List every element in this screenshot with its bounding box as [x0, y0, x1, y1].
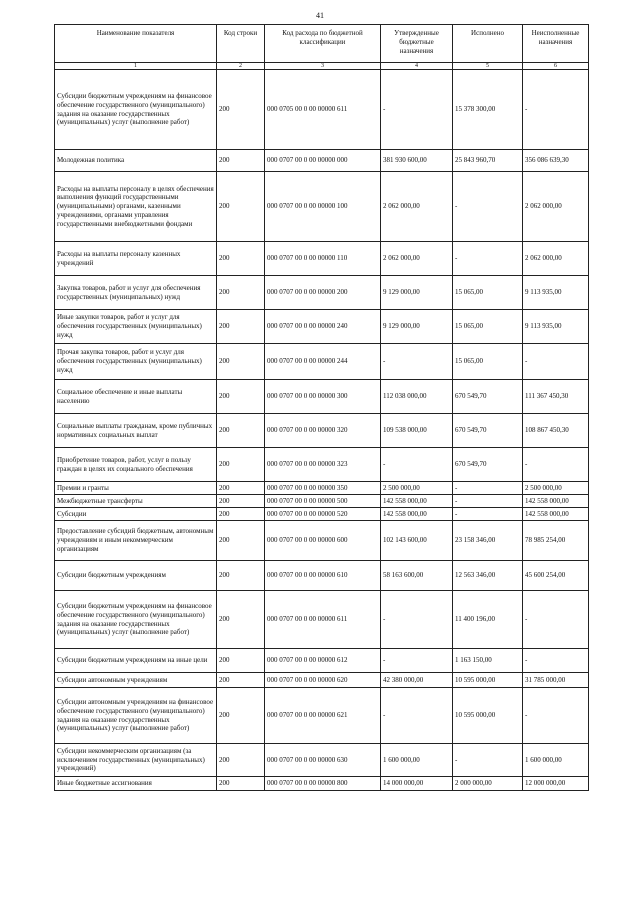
indicator-name-cell: Социальное обеспечение и иные выплаты населению — [55, 380, 217, 414]
executed-amount-cell: 23 158 346,00 — [453, 521, 523, 561]
executed-amount-cell: 25 843 960,70 — [453, 150, 523, 172]
approved-amount-cell: - — [381, 344, 453, 380]
budget-code-cell: 000 0707 00 0 00 00000 100 — [265, 172, 381, 242]
table-row — [55, 521, 589, 561]
budget-code-cell: 000 0707 00 0 00 00000 600 — [265, 521, 381, 561]
budget-code-cell: 000 0707 00 0 00 00000 244 — [265, 344, 381, 380]
indicator-name-cell: Расходы на выплаты персоналу в целях обеспечения выполнения функций государственными (муниципальными) органами, казенными учреждениями, органами управления государственными внебюджетными фондами — [55, 172, 217, 242]
approved-amount-cell: - — [381, 649, 453, 673]
budget-code-cell: 000 0707 00 0 00 00000 240 — [265, 310, 381, 344]
column-number: 2 — [217, 63, 265, 70]
indicator-name-cell: Премии и гранты — [55, 482, 217, 495]
indicator-name-cell: Предоставление субсидий бюджетным, автономным учреждениям и иным некоммерческим организациям — [55, 521, 217, 561]
line-code-cell: 200 — [217, 561, 265, 591]
approved-amount-cell: 102 143 600,00 — [381, 521, 453, 561]
remaining-amount-cell: 2 062 000,00 — [523, 242, 589, 276]
table-row — [55, 276, 589, 310]
budget-code-cell: 000 0707 00 0 00 00000 300 — [265, 380, 381, 414]
indicator-name-cell: Субсидии бюджетным учреждениям на финансовое обеспечение государственного (муниципального) задания на оказание государственных (муниципальных) услуг (выполнение работ) — [55, 70, 217, 150]
budget-code-cell: 000 0707 00 0 00 00000 320 — [265, 414, 381, 448]
table-header-row — [55, 25, 589, 63]
executed-amount-cell: - — [453, 482, 523, 495]
indicator-name-cell: Иные бюджетные ассигнования — [55, 777, 217, 791]
executed-amount-cell: - — [453, 508, 523, 521]
column-number: 6 — [523, 63, 589, 70]
budget-code-cell: 000 0707 00 0 00 00000 611 — [265, 591, 381, 649]
budget-code-cell: 000 0707 00 0 00 00000 612 — [265, 649, 381, 673]
approved-amount-cell: 58 163 600,00 — [381, 561, 453, 591]
table-row — [55, 649, 589, 673]
indicator-name-cell: Субсидии — [55, 508, 217, 521]
column-number: 3 — [265, 63, 381, 70]
table-row — [55, 561, 589, 591]
indicator-name-cell: Приобретение товаров, работ, услуг в пользу граждан в целях их социального обеспечения — [55, 448, 217, 482]
line-code-cell: 200 — [217, 150, 265, 172]
line-code-cell: 200 — [217, 482, 265, 495]
executed-amount-cell: - — [453, 744, 523, 777]
table-row — [55, 344, 589, 380]
header-indicator-name: Наименование показателя — [55, 25, 217, 63]
budget-execution-table — [54, 24, 589, 791]
approved-amount-cell: 142 558 000,00 — [381, 495, 453, 508]
remaining-amount-cell: 111 367 450,30 — [523, 380, 589, 414]
line-code-cell: 200 — [217, 414, 265, 448]
indicator-name-cell: Расходы на выплаты персоналу казенных учреждений — [55, 242, 217, 276]
remaining-amount-cell: 9 113 935,00 — [523, 310, 589, 344]
remaining-amount-cell: 78 985 254,00 — [523, 521, 589, 561]
table-row — [55, 591, 589, 649]
column-number: 1 — [55, 63, 217, 70]
remaining-amount-cell: 108 867 450,30 — [523, 414, 589, 448]
line-code-cell: 200 — [217, 495, 265, 508]
line-code-cell: 200 — [217, 744, 265, 777]
executed-amount-cell: 1 163 150,00 — [453, 649, 523, 673]
remaining-amount-cell: - — [523, 591, 589, 649]
remaining-amount-cell: 12 000 000,00 — [523, 777, 589, 791]
approved-amount-cell: 14 000 000,00 — [381, 777, 453, 791]
remaining-amount-cell: 9 113 935,00 — [523, 276, 589, 310]
budget-code-cell: 000 0707 00 0 00 00000 621 — [265, 688, 381, 744]
indicator-name-cell: Субсидии бюджетным учреждениям на финансовое обеспечение государственного (муниципального) задания на оказание государственных (муниципальных) услуг (выполнение работ) — [55, 591, 217, 649]
table-row — [55, 482, 589, 495]
header-remaining: Неисполненные назначения — [523, 25, 589, 63]
indicator-name-cell: Субсидии бюджетным учреждениям на иные цели — [55, 649, 217, 673]
executed-amount-cell: 10 595 000,00 — [453, 673, 523, 688]
budget-code-cell: 000 0707 00 0 00 00000 620 — [265, 673, 381, 688]
header-executed: Исполнено — [453, 25, 523, 63]
budget-code-cell: 000 0707 00 0 00 00000 350 — [265, 482, 381, 495]
indicator-name-cell: Иные закупки товаров, работ и услуг для обеспечения государственных (муниципальных) нужд — [55, 310, 217, 344]
indicator-name-cell: Субсидии бюджетным учреждениям — [55, 561, 217, 591]
remaining-amount-cell: 2 062 000,00 — [523, 172, 589, 242]
budget-code-cell: 000 0707 00 0 00 00000 110 — [265, 242, 381, 276]
remaining-amount-cell: - — [523, 344, 589, 380]
remaining-amount-cell: 2 500 000,00 — [523, 482, 589, 495]
table-row — [55, 380, 589, 414]
executed-amount-cell: - — [453, 495, 523, 508]
indicator-name-cell: Субсидии автономным учреждениям — [55, 673, 217, 688]
line-code-cell: 200 — [217, 310, 265, 344]
approved-amount-cell: 9 129 000,00 — [381, 276, 453, 310]
remaining-amount-cell: 142 558 000,00 — [523, 495, 589, 508]
indicator-name-cell: Прочая закупка товаров, работ и услуг для обеспечения государственных (муниципальных) нужд — [55, 344, 217, 380]
line-code-cell: 200 — [217, 70, 265, 150]
line-code-cell: 200 — [217, 276, 265, 310]
approved-amount-cell: 142 558 000,00 — [381, 508, 453, 521]
budget-code-cell: 000 0707 00 0 00 00000 610 — [265, 561, 381, 591]
table-row — [55, 70, 589, 150]
executed-amount-cell: 15 065,00 — [453, 276, 523, 310]
line-code-cell: 200 — [217, 649, 265, 673]
executed-amount-cell: 10 595 000,00 — [453, 688, 523, 744]
line-code-cell: 200 — [217, 521, 265, 561]
table-body — [55, 70, 589, 791]
table-row — [55, 508, 589, 521]
line-code-cell: 200 — [217, 242, 265, 276]
indicator-name-cell: Субсидии некоммерческим организациям (за исключением государственных (муниципальных) учреждений) — [55, 744, 217, 777]
table-row — [55, 777, 589, 791]
budget-code-cell: 000 0707 00 0 00 00000 200 — [265, 276, 381, 310]
line-code-cell: 200 — [217, 448, 265, 482]
indicator-name-cell: Молодежная политика — [55, 150, 217, 172]
approved-amount-cell: 112 038 000,00 — [381, 380, 453, 414]
approved-amount-cell: 2 062 000,00 — [381, 242, 453, 276]
remaining-amount-cell: 45 600 254,00 — [523, 561, 589, 591]
table-row — [55, 172, 589, 242]
remaining-amount-cell: - — [523, 448, 589, 482]
table-row — [55, 744, 589, 777]
header-line-code: Код строки — [217, 25, 265, 63]
indicator-name-cell: Закупка товаров, работ и услуг для обеспечения государственных (муниципальных) нужд — [55, 276, 217, 310]
remaining-amount-cell: 31 785 000,00 — [523, 673, 589, 688]
approved-amount-cell: 2 500 000,00 — [381, 482, 453, 495]
line-code-cell: 200 — [217, 688, 265, 744]
column-number: 4 — [381, 63, 453, 70]
table-row — [55, 688, 589, 744]
executed-amount-cell: 2 000 000,00 — [453, 777, 523, 791]
header-budget-code: Код расхода по бюджетной классификации — [265, 25, 381, 63]
line-code-cell: 200 — [217, 673, 265, 688]
executed-amount-cell: 12 563 346,00 — [453, 561, 523, 591]
executed-amount-cell: 11 400 196,00 — [453, 591, 523, 649]
table-row — [55, 242, 589, 276]
executed-amount-cell: 15 065,00 — [453, 344, 523, 380]
approved-amount-cell: 2 062 000,00 — [381, 172, 453, 242]
remaining-amount-cell: - — [523, 70, 589, 150]
indicator-name-cell: Межбюджетные трансферты — [55, 495, 217, 508]
approved-amount-cell: - — [381, 688, 453, 744]
column-number: 5 — [453, 63, 523, 70]
executed-amount-cell: 670 549,70 — [453, 414, 523, 448]
table-row — [55, 495, 589, 508]
line-code-cell: 200 — [217, 344, 265, 380]
budget-code-cell: 000 0707 00 0 00 00000 323 — [265, 448, 381, 482]
remaining-amount-cell: - — [523, 649, 589, 673]
approved-amount-cell: 42 380 000,00 — [381, 673, 453, 688]
page-number: 41 — [316, 11, 324, 20]
budget-code-cell: 000 0707 00 0 00 00000 520 — [265, 508, 381, 521]
approved-amount-cell: 109 538 000,00 — [381, 414, 453, 448]
approved-amount-cell: - — [381, 591, 453, 649]
line-code-cell: 200 — [217, 591, 265, 649]
table-row — [55, 150, 589, 172]
approved-amount-cell: - — [381, 70, 453, 150]
approved-amount-cell: - — [381, 448, 453, 482]
approved-amount-cell: 1 600 000,00 — [381, 744, 453, 777]
table-row — [55, 448, 589, 482]
indicator-name-cell: Социальные выплаты гражданам, кроме публичных нормативных социальных выплат — [55, 414, 217, 448]
remaining-amount-cell: 356 086 639,30 — [523, 150, 589, 172]
table-row — [55, 310, 589, 344]
executed-amount-cell: 15 378 300,00 — [453, 70, 523, 150]
remaining-amount-cell: 142 558 000,00 — [523, 508, 589, 521]
indicator-name-cell: Субсидии автономным учреждениям на финансовое обеспечение государственного (муниципального) задания на оказание государственных (муниципальных) услуг (выполнение работ) — [55, 688, 217, 744]
header-approved: Утвержденные бюджетные назначения — [381, 25, 453, 63]
executed-amount-cell: - — [453, 242, 523, 276]
table-row — [55, 414, 589, 448]
approved-amount-cell: 9 129 000,00 — [381, 310, 453, 344]
budget-code-cell: 000 0707 00 0 00 00000 800 — [265, 777, 381, 791]
remaining-amount-cell: 1 600 000,00 — [523, 744, 589, 777]
line-code-cell: 200 — [217, 508, 265, 521]
budget-code-cell: 000 0707 00 0 00 00000 630 — [265, 744, 381, 777]
executed-amount-cell: - — [453, 172, 523, 242]
line-code-cell: 200 — [217, 380, 265, 414]
approved-amount-cell: 381 930 600,00 — [381, 150, 453, 172]
budget-code-cell: 000 0707 00 0 00 00000 500 — [265, 495, 381, 508]
remaining-amount-cell: - — [523, 688, 589, 744]
executed-amount-cell: 670 549,70 — [453, 380, 523, 414]
executed-amount-cell: 670 549,70 — [453, 448, 523, 482]
budget-code-cell: 000 0705 00 0 00 00000 611 — [265, 70, 381, 150]
executed-amount-cell: 15 065,00 — [453, 310, 523, 344]
column-number-row — [55, 63, 589, 70]
line-code-cell: 200 — [217, 777, 265, 791]
budget-code-cell: 000 0707 00 0 00 00000 000 — [265, 150, 381, 172]
table-row — [55, 673, 589, 688]
line-code-cell: 200 — [217, 172, 265, 242]
